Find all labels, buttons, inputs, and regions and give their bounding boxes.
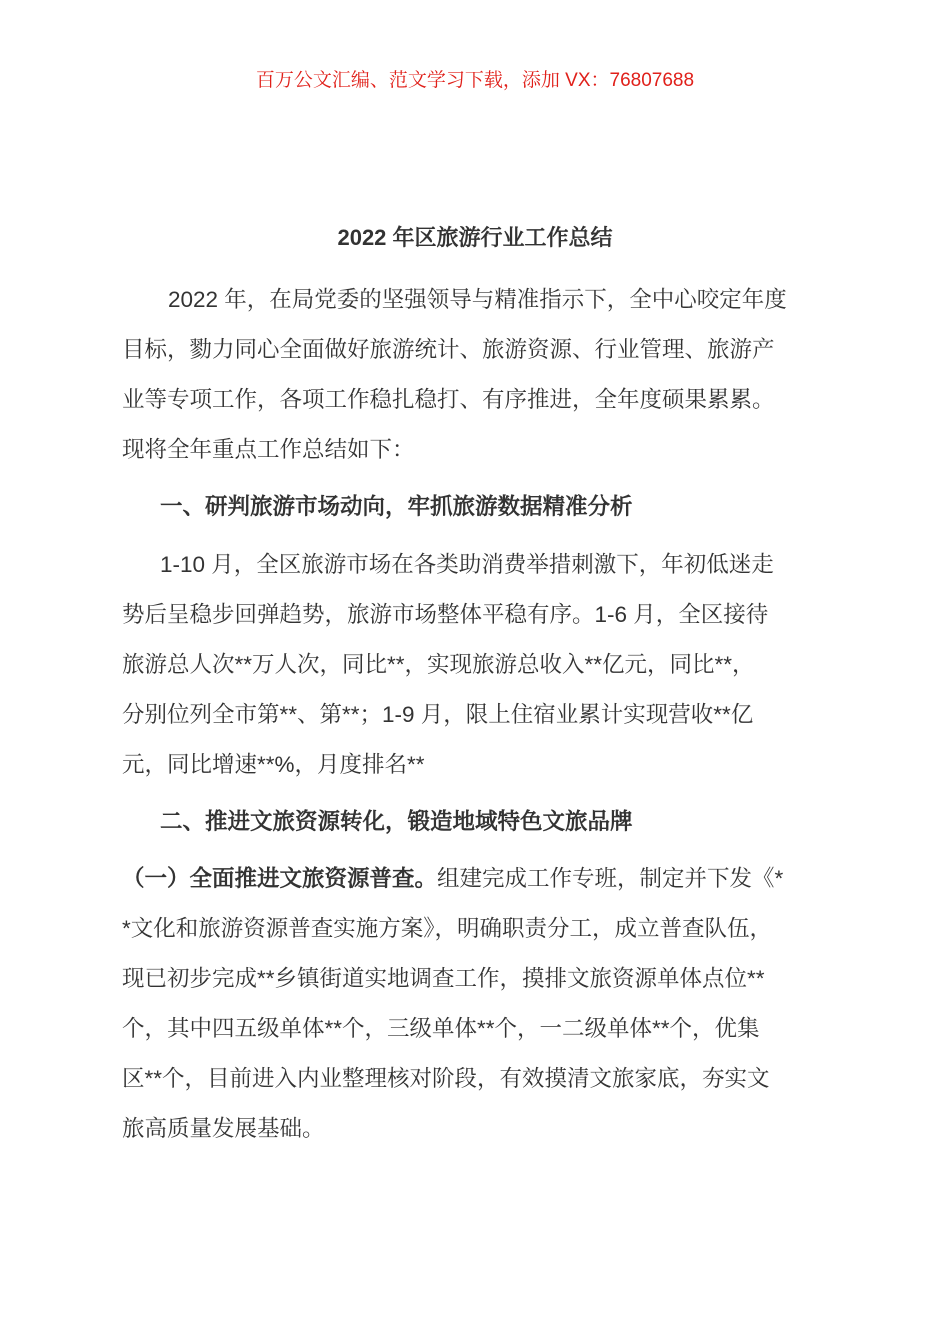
section1-paragraph [122,540,842,790]
paragraph-line: *文化和旅游资源普查实施方案》，明确职责分工，成立普查队伍， [122,916,773,941]
paragraph-line: 分别位列全市第**、第**；1-9 月，限上住宿业累计实现营收**亿 [122,702,754,727]
paragraph-line: 旅游总人次**万人次，同比**，实现旅游总收入**亿元，同比**， [122,652,755,677]
paragraph-line: 个，其中四五级单体**个，三级单体**个，一二级单体**个，优集 [122,1016,760,1041]
paragraph-line: 现将全年重点工作总结如下： [122,437,415,462]
paragraph-line: 现已初步完成**乡镇街道实地调查工作，摸排文旅资源单体点位** [122,966,765,991]
section-heading-1: 一、研判旅游市场动向，牢抓旅游数据精准分析 [160,494,633,519]
paragraph-line: 元，同比增速**%，月度排名** [122,752,425,777]
paragraph-line: 势后呈稳步回弹趋势，旅游市场整体平稳有序。1-6 月，全区接待 [122,602,769,627]
paragraph-line [122,854,842,904]
header-notice: 百万公文汇编、范文学习下载，添加 VX：76807688 [255,70,695,91]
paragraph-line: 1-10 月，全区旅游市场在各类助消费举措刺激下，年初低迷走 [160,552,774,577]
subsection-heading: （一）全面推进文旅资源普查。 [122,866,438,891]
paragraph-line: 业等专项工作，各项工作稳扎稳打、有序推进，全年度硕果累累。 [122,387,775,412]
section-heading-2: 二、推进文旅资源转化，锻造地域特色文旅品牌 [160,809,633,834]
intro-paragraph [122,275,842,475]
subsection-paragraph [122,854,842,1154]
paragraph-line: 2022 年，在局党委的坚强领导与精准指示下，全中心咬定年度 [168,287,787,312]
paragraph-line: 旅高质量发展基础。 [122,1116,325,1141]
paragraph-line: 目标，勠力同心全面做好旅游统计、旅游资源、行业管理、旅游产 [122,337,775,362]
paragraph-text: 组建完成工作专班，制定并下发《* [437,866,784,891]
paragraph-line: 区**个，目前进入内业整理核对阶段，有效摸清文旅家底，夯实文 [122,1066,770,1091]
document-title: 2022 年区旅游行业工作总结 [337,225,613,250]
